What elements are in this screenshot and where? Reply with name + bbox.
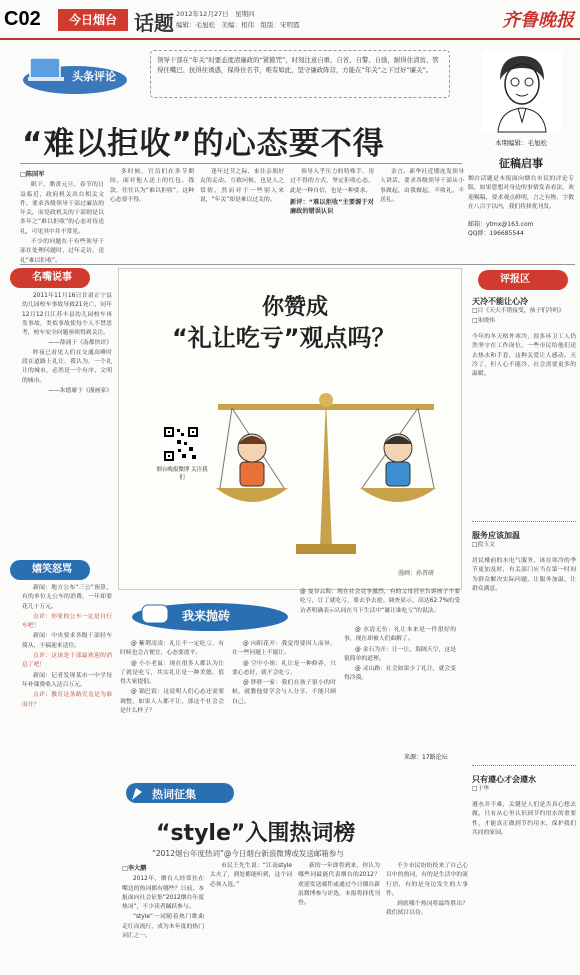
hot-paragraph: “style”一词随着热门歌曲走红而流行，成为本年度的热门词汇之一。: [122, 914, 204, 940]
page-code: C02: [4, 8, 41, 30]
brick-badge-area: [130, 595, 290, 635]
hot-column-3: [298, 862, 380, 970]
smile-comment: 点评：教育这条路究竟是为谁而开？: [22, 692, 112, 708]
editor-label: 本期编辑：毛旭松: [495, 139, 547, 147]
reply-source: 来源：17路论坛: [404, 754, 448, 761]
review-title: 服务应该加温: [472, 531, 520, 540]
issue-editors: 编辑：毛旭松 美编：相伟 组版：宋明霞: [176, 21, 300, 29]
hot-paragraph: 不少市民纷纷投来了自己心目中的热词，有的是生活中的流行语，有的是身边发生的大事件。: [386, 863, 468, 897]
reply-item: @ 胖胖一家：我们在孩子很小的时候，就教他要学会与人分享，不能只顾自己。: [232, 680, 336, 705]
qr-code[interactable]: [162, 425, 200, 463]
issue-date: 2012年12月27日 星期四: [176, 10, 255, 18]
smile-badge: [10, 560, 90, 580]
hot-paragraph: 新的一年即将到来，你认为哪些词最能代表烟台的2012？欢迎发送邮件或通过今日烟台新浪微博参与评选，本报将择优刊登。: [298, 863, 380, 907]
divider: [472, 765, 576, 766]
reply-item: @ 紫荆凌凌：礼让不一定吃亏，有时候也会占便宜，心态要放平。: [120, 641, 224, 657]
divider: [20, 264, 575, 265]
hot-column-1: [122, 862, 204, 970]
illustration-credit: 漫画：孙晋研: [398, 570, 435, 577]
lead-column-2: [110, 168, 194, 260]
reply-item: @ 空中小姐：礼让是一种修养，只要心态好，就不会吃亏。: [232, 660, 336, 676]
lead-paragraph: 金言。新华社近期连发领导人讲话，要求各级领导干部从小事做起，由我做起，不收礼，不送礼。: [380, 169, 464, 203]
review-author: □于华: [472, 786, 490, 792]
hot-badge-area: [126, 780, 236, 806]
review-title: 只有遵心才会遵水: [472, 775, 536, 784]
hot-paragraph: 市民王先生说：“江南style太火了，到处都能听到，这个词必须入选。”: [210, 863, 292, 888]
lead-byline: □陈国军: [20, 171, 45, 178]
question-line-1: 你赞成: [262, 295, 329, 320]
review-text: 居民楼前的水电气服务，该在寒冷的季节更加及时，有关部门应当在第一时间为群众解决实际问题，让服务加温，让群众满意。: [472, 558, 576, 592]
smile-comment: 点评：你家的公车一定是自行车吧！: [22, 613, 112, 630]
reply-column-3: [344, 626, 456, 750]
notice-title: 征稿启事: [499, 157, 543, 170]
hot-column-2: [210, 862, 292, 970]
reply-item: @ 灵山路：社会如果少了礼让，就会变得冷漠。: [344, 666, 456, 682]
balance-scale-illustration: [212, 378, 440, 568]
reply-item: @ 小小老鼠：现在很多人都认为让了就是吃亏，其实礼让是一种美德，值得大家提倡。: [120, 660, 224, 686]
lead-column-3: [200, 168, 284, 260]
brick-badge: 我来抛砖: [182, 609, 231, 623]
lead-column-5: [380, 168, 464, 260]
columnist-box: [468, 50, 574, 240]
reply-item: @ 金石为开：让一让，海阔天空，这是很简单的道理。: [344, 646, 456, 662]
lead-subtitle: 新评：“难以拒收”主要源于对廉政的错误认识: [290, 198, 374, 216]
notice-text: 烟台话题是本报面向烟台市民的评论专版，如果您想对身边的事情发表看法，欢迎赐稿，要求观点鲜明，言之有物，字数在八百字以内，我们将择优刊发。: [468, 176, 574, 210]
famous-paragraph: 昨夜已看见人们在交通高峰时段在道路上礼让，我认为，一个礼让的城市，必然是一个有序、文明的城市。: [22, 349, 112, 384]
divider: [472, 521, 576, 522]
famous-column: [22, 292, 112, 460]
review-title: 天冷不能让心冷: [472, 297, 528, 306]
hot-title: “style”入围热词榜: [156, 821, 356, 846]
section-name: 话题: [134, 11, 174, 35]
famous-source: ——薛涌于《南都快评》: [48, 340, 112, 347]
hot-column-4: [386, 862, 468, 970]
divider: [20, 163, 462, 164]
lead-column-1: [20, 168, 104, 264]
review-badge: [478, 270, 568, 290]
reply-column-1: [120, 640, 224, 758]
page-tag: 今日烟台: [58, 9, 128, 31]
lead-paragraph: 领导入乎压力的特殊手，用过不得的方式，坚定拒收心态，此是一种自信，也是一种要求。: [290, 169, 374, 194]
reply-item: @ 向阳花开：我觉得要因人而异，在一些问题上不能让。: [232, 641, 336, 657]
smile-item: 新闻：中央要求各级干部轻车简从，不搞迎来送往。: [22, 633, 112, 649]
review-badge-label: 评报区: [500, 274, 530, 285]
lead-badge: 头条评论: [72, 70, 116, 83]
smile-item: 新闻：记者发现某市一中学每年补课费收入达百万元。: [22, 672, 112, 688]
famous-source: ——朱德庸于《漫画家》: [48, 387, 112, 394]
famous-badge: [10, 268, 90, 288]
reply-column-2: [232, 640, 336, 758]
review-meta: □日《天天不错接受，孩子们冷吗》: [472, 308, 565, 314]
smile-column: [22, 584, 112, 784]
famous-badge-label: 名嘴说事: [32, 272, 72, 283]
lead-quote: 领导干部在“年关”时要态度清廉政的“紧箍咒”，时刻注意自重、自省、自警、自励，耐得住清贫、管得住嘴巴、抗得住诱惑，保得住名节，唯有如此，坚守廉政阵营，方能在“年关”之下过好“廉关”。: [150, 50, 450, 98]
hot-subtitle: “2012烟台年度热词”@今日烟台新浪微博或发送邮箱参与: [152, 849, 344, 858]
lead-paragraph: 多时候，官员们在多节期间，面对他人送上的红包、钱款，往往认为“难以拒收”，这种心态要不得。: [110, 169, 194, 203]
lead-paragraph: 眼下，腊黄元旦、春节的日益临近，政府机关出台相关文件，要求各级领导干部过廉洁的年关，而党政机关的干部则是以多年之“难以拒收”的心态对待送礼，可见其中并不常见。: [20, 182, 104, 235]
newspaper-logo: 齐鲁晚报: [502, 10, 574, 31]
debate-summary: @ 曼谷云海：现在社会竞争激烈，有的父母甚至告诉孩子不要吃亏，让了就吃亏，要去争去抢。调查显示，高达62.7%的受访者明确表示认同在当下生活中“谦让谁吃亏”的说法。: [300, 589, 460, 614]
hot-badge: 热词征集: [152, 788, 196, 801]
smile-comment: 点评：这该是干部最欢迎的消息了吧！: [22, 653, 112, 669]
reply-item: @ 水清无鱼：礼让本来是一件很好的事，现在却被人们曲解了。: [344, 627, 456, 643]
lead-badge-area: [20, 50, 140, 96]
famous-paragraph: 2011年11月16日甘肃正宁县幼儿园校车事故导致21死亡，同年12月12日江苏丰县幼儿园校车再发事故，类似事故使每个人不禁思考，校车安全问题亟须得到关注。: [22, 293, 112, 337]
hot-author: □李大鹏: [122, 865, 147, 872]
lead-title: “难以拒收”的心态要不得: [22, 126, 385, 162]
notice-email: 邮箱：ytmx@163.com: [468, 221, 534, 228]
hot-paragraph: 到底哪个热词将最终胜出？我们拭目以待。: [386, 901, 468, 917]
lead-paragraph: 不少的问题在于有些领导干部在处理问题时，过年走访，送礼“难以拒收”。: [20, 239, 104, 264]
smile-item: 新闻：地方公布“三公”预算，有的单位无公车的消费，一年却要花几十万元。: [22, 585, 112, 610]
qr-label: 烟台晚报微博 关注我们: [156, 467, 208, 481]
review-author: □朱晓伟: [472, 318, 495, 324]
smile-spacer: [22, 800, 112, 810]
question-line-2: “礼让吃亏”观点吗？: [172, 324, 396, 352]
hot-paragraph: 2012年，烟台人经常挂在嘴边的热词都有哪些？日前，本报面向社会征集“2012烟台年度热词”，不少读者踊跃参与。: [122, 876, 204, 911]
review-author: □段玉文: [472, 542, 495, 548]
reply-item: @ 锅巴饭：这说明人们心态还需要调整，如果人人都不让，那这个社会会是什么样子？: [120, 689, 224, 715]
lead-paragraph: 逢年过节之际，来往亲朋好友的走动、互致问候，也是人之常情，然而对于一些别人来说，“年关”却是难以过关的。: [200, 169, 284, 203]
notice-qq: QQ群：196685544: [468, 230, 524, 237]
review-column: [472, 296, 576, 966]
issue-meta: [176, 9, 300, 31]
smile-badge-label: 嬉笑怒骂: [32, 564, 72, 575]
review-text: 今年的冬天格外寒冷，很多环卫工人仍然坚守在工作岗位，一些市民给他们送去热水和手套，这种关爱让人感动。天冷了，但人心不能冷，社会需要更多的温暖。: [472, 334, 576, 378]
lead-column-4: [290, 168, 374, 260]
review-text: 遵水并不难，关键是人们是否真心想去做。只有从心里认识到节约用水的重要性，才能真正做到节约用水，保护我们共同的家园。: [472, 802, 576, 836]
editor-portrait: [482, 50, 562, 132]
